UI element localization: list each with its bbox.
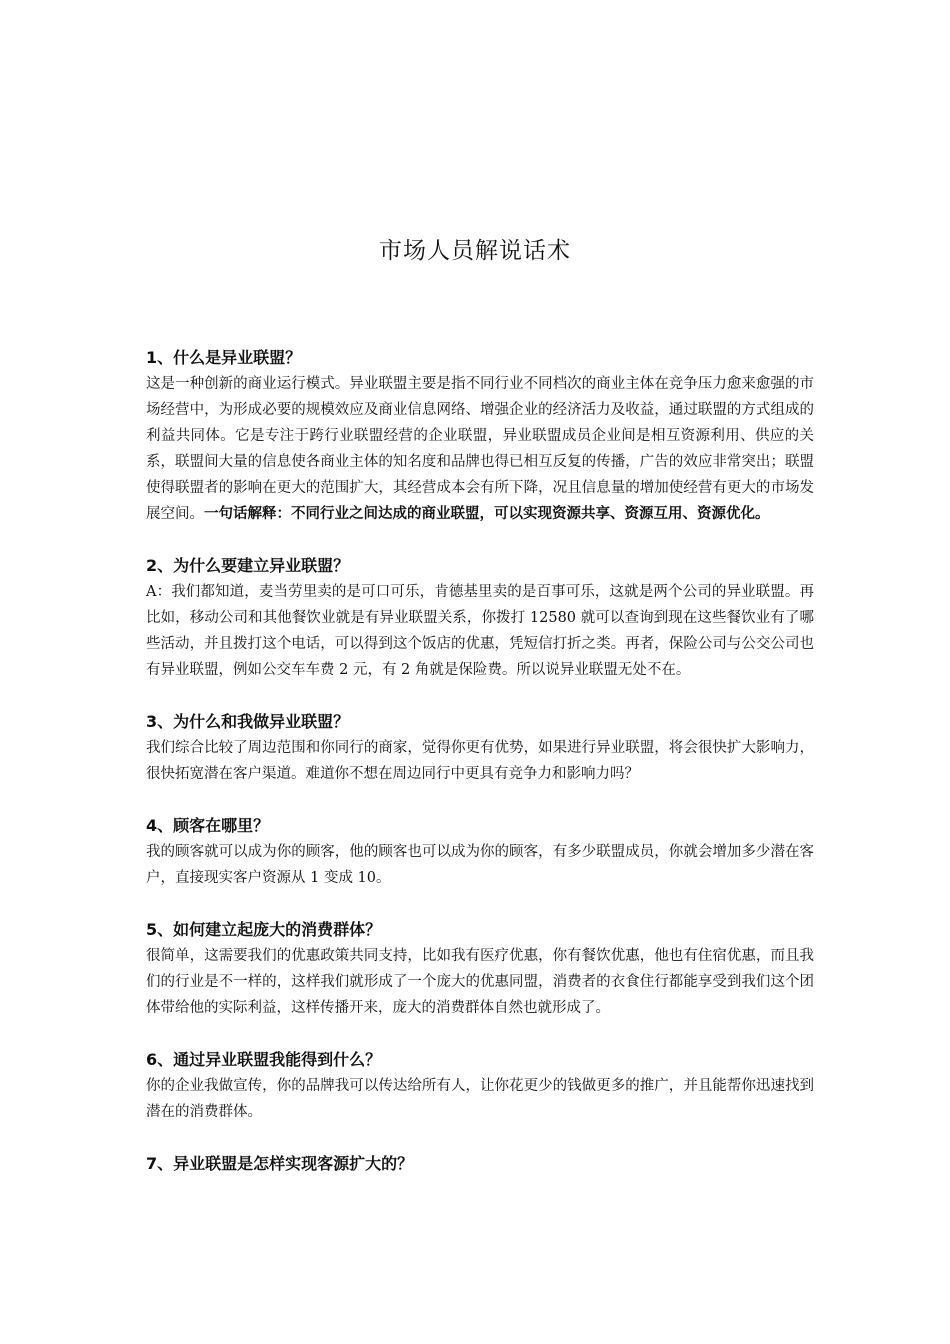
question-heading: 2、为什么要建立异业联盟？: [146, 556, 350, 575]
question-heading: 5、如何建立起庞大的消费群体？: [146, 920, 382, 939]
qa-section-7: [146, 1151, 814, 1177]
question-heading: 7、异业联盟是怎样实现客源扩大的？: [146, 1154, 414, 1173]
question-heading: 3、为什么和我做异业联盟？: [146, 712, 350, 731]
answer-paragraph: 你的企业我做宣传，你的品牌我可以传达给所有人，让你花更少的钱做更多的推广，并且能帮你迅速找到潜在的消费群体。: [146, 1078, 814, 1120]
qa-section-6: [146, 1047, 814, 1125]
section-spacer: [146, 527, 814, 553]
qa-section-4: [146, 813, 814, 891]
section-spacer: [146, 787, 814, 813]
document-body: [146, 345, 814, 1177]
document-title: 市场人员解说话术: [379, 238, 571, 264]
qa-section-3: [146, 709, 814, 787]
section-spacer: [146, 1125, 814, 1151]
answer-emphasis: 一句话解释：不同行业之间达成的商业联盟，可以实现资源共享、资源互用、资源优化。: [204, 506, 770, 522]
question-heading: 1、什么是异业联盟？: [146, 348, 302, 367]
answer-text: 这是一种创新的商业运行模式。异业联盟主要是指不同行业不同档次的商业主体在竞争压力愈来愈强的市场经营中，为形成必要的规模效应及商业信息网络、增强企业的经济活力及收益，通过联盟的方式组成的利益共同体。它是专注于跨行业联盟经营的企业联盟，异业联盟成员企业间是相互资源利用、供应的关系，联盟间大量的信息使各商业主体的知名度和品牌也得已相互反复的传播，广告的效应非常突出；联盟使得联盟者的影响在更大的范围扩大，其经营成本会有所下降，况且信息量的增加使经营有更大的市场发展空间。: [146, 376, 814, 522]
qa-section-2: [146, 553, 814, 683]
section-spacer: [146, 891, 814, 917]
qa-section-1: [146, 345, 814, 527]
section-spacer: [146, 1021, 814, 1047]
answer-paragraph: 我们综合比较了周边范围和你同行的商家，觉得你更有优势，如果进行异业联盟，将会很快扩大影响力，很快拓宽潜在客户渠道。难道你不想在周边同行中更具有竞争力和影响力吗？: [146, 740, 814, 782]
answer-paragraph: 我的顾客就可以成为你的顾客，他的顾客也可以成为你的顾客，有多少联盟成员，你就会增加多少潜在客户，直接现实客户资源从 1 变成 10。: [146, 844, 814, 886]
answer-paragraph: 很简单，这需要我们的优惠政策共同支持，比如我有医疗优惠，你有餐饮优惠，他也有住宿优惠，而且我们的行业是不一样的，这样我们就形成了一个庞大的优惠同盟，消费者的衣食住行都能享受到我们这个团体带给他的实际利益，这样传播开来，庞大的消费群体自然也就形成了。: [146, 948, 814, 1016]
section-spacer: [146, 683, 814, 709]
answer-paragraph: A：我们都知道，麦当劳里卖的是可口可乐，肯德基里卖的是百事可乐，这就是两个公司的异业联盟。再比如，移动公司和其他餐饮业就是有异业联盟关系，你拨打 12580 就可以查询到现在这些餐饮业有了哪些活动，并且拨打这个电话，可以得到这个饭店的优惠，凭短信打折之类。再者，保险公司与公交公司也有异业联盟，例如公交车车费 2 元，有 2 角就是保险费。所以说异业联盟无处不在。: [146, 584, 814, 678]
answer-paragraph: [146, 371, 814, 527]
question-heading: 4、顾客在哪里？: [146, 816, 270, 835]
qa-section-5: [146, 917, 814, 1021]
question-heading: 6、通过异业联盟我能得到什么？: [146, 1050, 382, 1069]
